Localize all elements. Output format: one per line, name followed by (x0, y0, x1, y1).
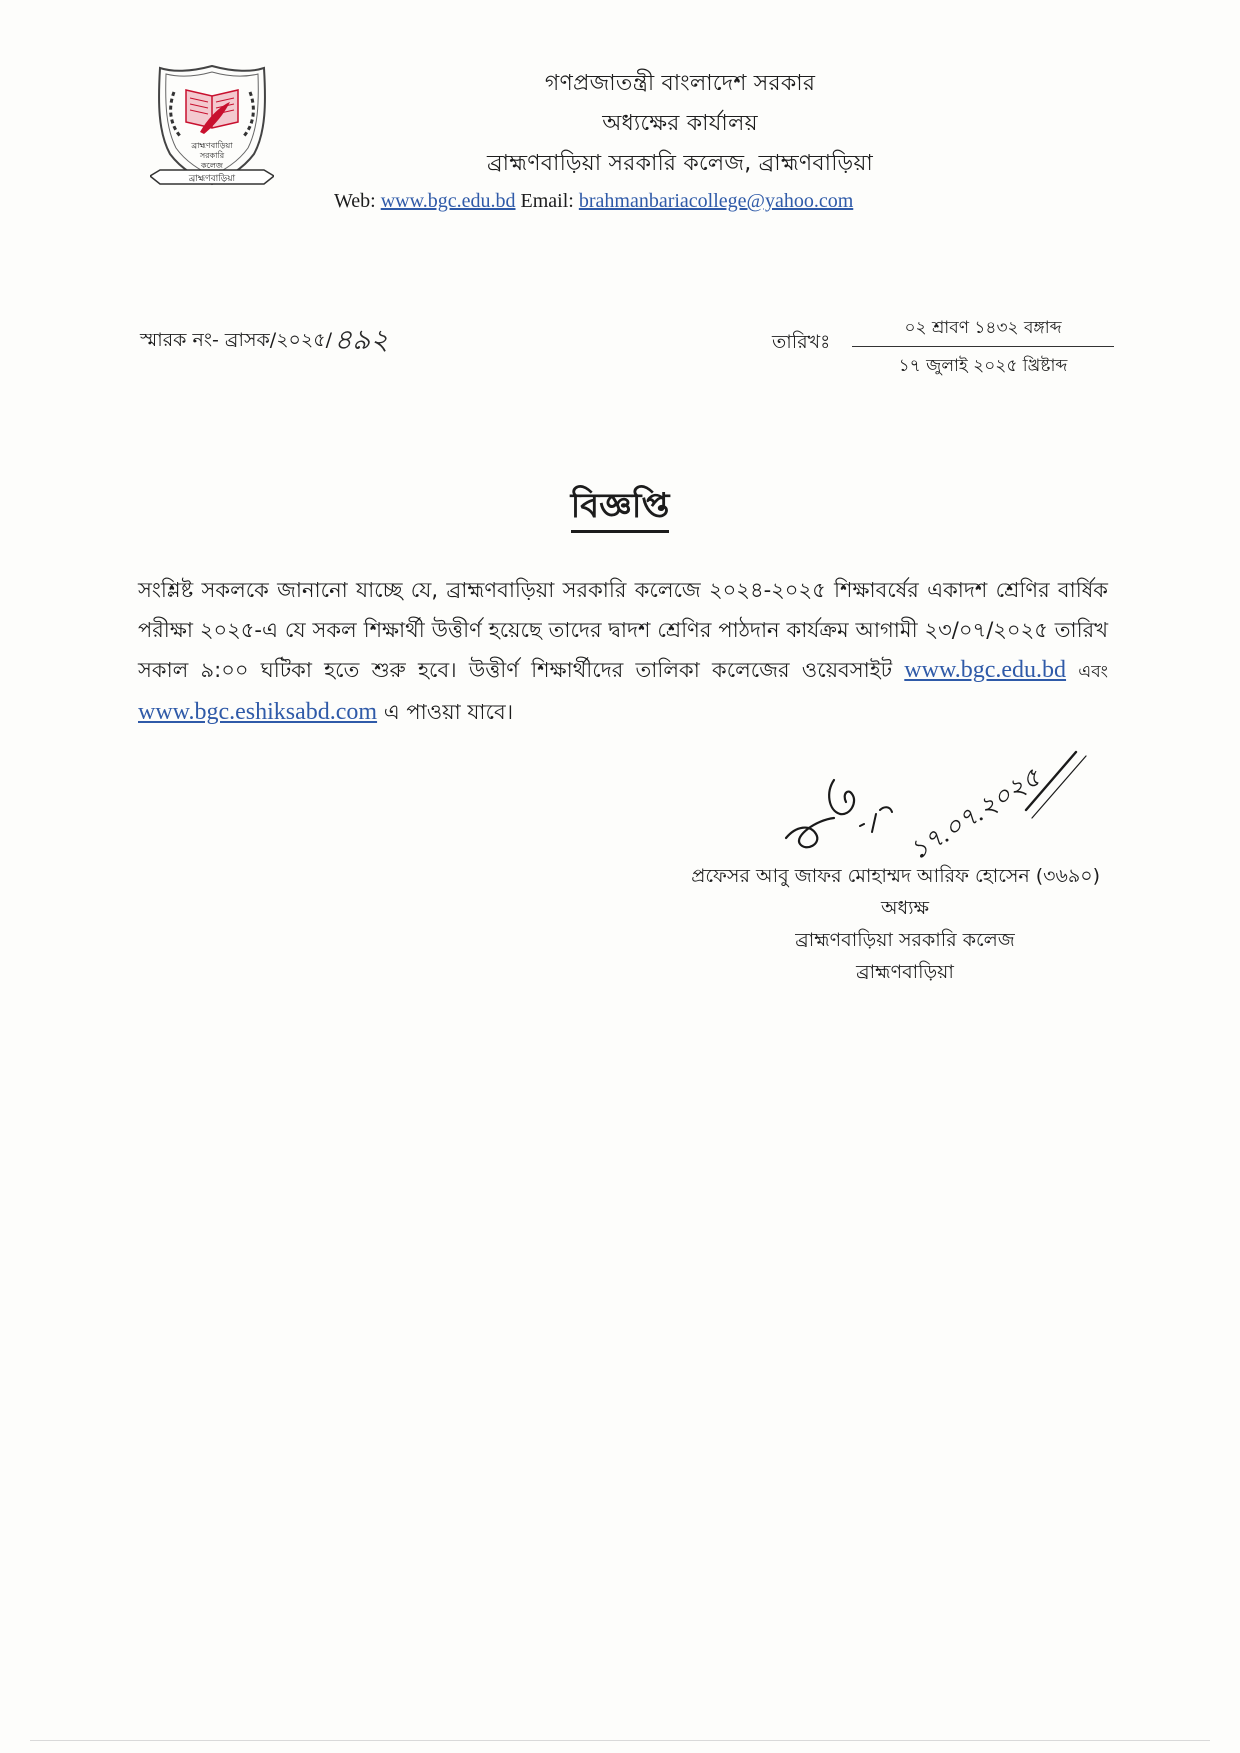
contact-line (300, 186, 1060, 216)
signatory-designation: অধ্যক্ষ (880, 897, 929, 919)
email-label: Email: (520, 190, 574, 212)
logo-ribbon-text: ব্রাহ্মণবাড়িয়া (188, 174, 236, 184)
body-conjunction: এবং (1078, 662, 1108, 682)
date-label: তারিখঃ (772, 331, 831, 353)
page-bottom-rule (30, 1740, 1210, 1741)
website-link[interactable]: www.bgc.edu.bd (380, 190, 516, 212)
email-link[interactable]: brahmanbariacollege@yahoo.com (578, 190, 854, 212)
office-title: অধ্যক্ষের কার্যালয় (602, 111, 758, 136)
memo-label: স্মারক নং- ব্রাসক/২০২৫/ (140, 329, 332, 351)
logo-name-top: ব্রাহ্মণবাড়িয়া (191, 141, 233, 150)
memo-reference (140, 318, 389, 365)
date-gregorian: ১৭ জুলাই ২০২৫ খ্রিষ্টাব্দ (898, 356, 1068, 376)
date-bangla: ০২ শ্রাবণ ১৪৩২ বঙ্গাব্দ (904, 318, 1062, 338)
date-divider (852, 346, 1114, 347)
body-tail: এ পাওয়া যাবে। (383, 700, 514, 724)
letterhead (300, 64, 1060, 216)
notice-title: বিজ্ঞপ্তি (571, 486, 670, 533)
signatory-location: ব্রাহ্মণবাড়িয়া (856, 961, 954, 983)
logo-name-low: কলেজ (201, 161, 223, 170)
memo-number: ৪৯২ (334, 325, 389, 356)
website-link-eshiksa[interactable]: www.bgc.eshiksabd.com (138, 699, 378, 725)
notice-body (138, 570, 1108, 732)
signature-date: ১৭.০৭.২০২৫ (904, 762, 1046, 866)
signatory-institution: ব্রাহ্মণবাড়িয়া সরকারি কলেজ (795, 929, 1015, 951)
date-block (852, 314, 1114, 379)
body-text: সংশ্লিষ্ট সকলকে জানানো যাচ্ছে যে, ব্রাহ্মণবাড়িয়া সরকারি কলেজে ২০২৪-২০২৫ শিক্ষাবর্ষের একাদশ শ্রেণির বার্ষিক পরীক্ষা ২০২৫-এ যে সকল শিক্ষার্থী উত্তীর্ণ হয়েছে তাদের দ্বাদশ শ্রেণির পাঠদান কার্যক্রম আগামী ২৩/০৭/২০২৫ তারিখ সকাল ৯:০০ ঘটিকা হতে শুরু হবে। উত্তীর্ণ শিক্ষার্থীদের তালিকা কলেজের ওয়েবসাইট (138, 578, 1108, 682)
college-logo (150, 62, 274, 194)
signatory-block (560, 860, 1140, 988)
logo-name-mid: সরকারি (199, 151, 225, 160)
signatory-name: প্রফেসর আবু জাফর মোহাম্মদ আরিফ হোসেন (৩৬৯০) (691, 865, 1100, 887)
government-title: গণপ্রজাতন্ত্রী বাংলাদেশ সরকার (544, 71, 816, 96)
website-link-bgc[interactable]: www.bgc.edu.bd (904, 657, 1067, 683)
notice-title-wrap (0, 480, 1240, 537)
web-label: Web: (334, 190, 376, 212)
college-title: ব্রাহ্মণবাড়িয়া সরকারি কলেজ, ব্রাহ্মণবাড়িয়া (486, 151, 874, 176)
